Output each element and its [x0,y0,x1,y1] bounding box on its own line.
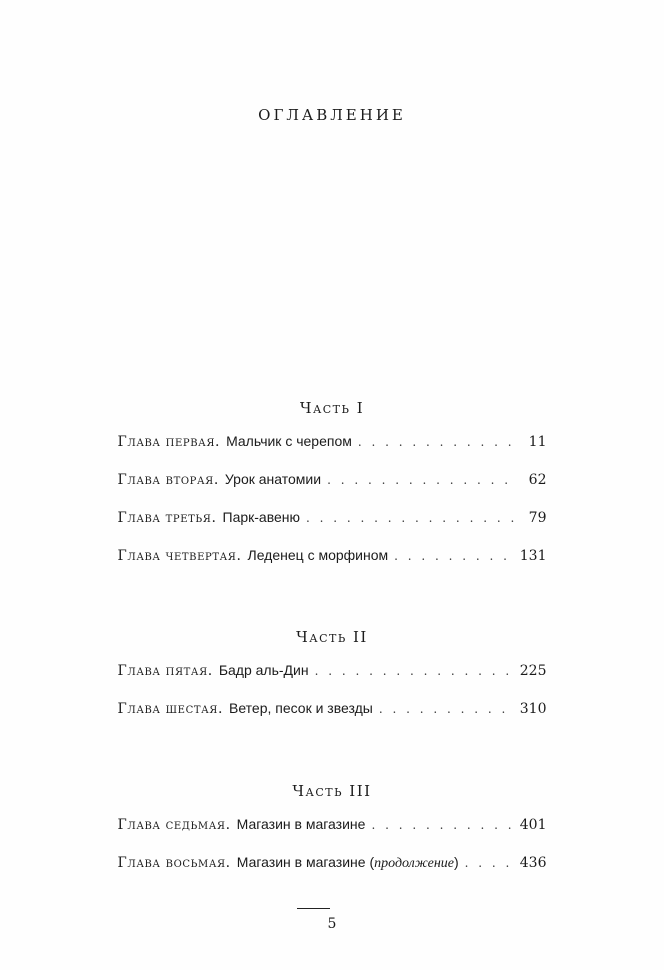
toc-entry[interactable] [118,469,547,507]
dot-leader [371,815,513,835]
chapter-title: Магазин в магазине [236,816,366,832]
page-number: 79 [528,510,547,526]
chapter-label: Глава пятая. [117,663,213,679]
part-section-1 [0,399,664,583]
table-of-contents-heading: ОГЛАВЛЕНИЕ [258,106,406,124]
dot-leader [394,546,514,566]
part-heading: Часть II [296,628,368,646]
page-number: 401 [519,817,547,833]
dot-leader [306,508,516,528]
chapter-label: Глава шестая. [117,701,223,717]
folio-divider [297,908,330,909]
dot-leader [358,432,517,452]
dot-leader [315,661,514,681]
toc-entry[interactable] [118,431,547,469]
chapter-title: Бадр аль-Дин [218,662,309,678]
toc-entry[interactable] [118,660,547,698]
part-heading: Часть I [299,399,365,417]
chapter-label: Глава вторая. [117,472,219,488]
chapter-title: Мальчик с черепом [226,433,352,449]
toc-entry[interactable] [118,814,547,852]
chapter-label: Глава восьмая. [117,855,231,871]
chapter-title: Леденец с морфином [247,547,389,563]
chapter-title: Парк-авеню [222,509,301,525]
chapter-label: Глава четвертая. [117,548,242,564]
toc-entry[interactable] [118,852,547,890]
dot-leader [465,853,514,873]
part-section-2 [0,628,664,736]
chapter-title-italic: продолжение [374,856,454,871]
dot-leader [379,699,514,719]
chapter-title: Магазин в магазине ( [236,854,375,870]
chapter-label: Глава первая. [117,434,221,450]
chapter-title-tail: ) [454,854,459,870]
page-number: 131 [519,548,547,564]
page-number: 436 [519,855,547,871]
page-number: 225 [519,663,547,679]
chapter-title: Урок анатомии [224,471,322,487]
part-section-3 [0,782,664,890]
page-number: 11 [528,434,547,450]
page-number: 310 [519,701,547,717]
toc-entry[interactable] [118,698,547,736]
dot-leader [327,470,516,490]
chapter-title: Ветер, песок и звезды [229,700,373,716]
page-folio: 5 [327,916,337,932]
toc-entry[interactable] [118,545,547,583]
chapter-label: Глава седьмая. [117,817,231,833]
page-number: 62 [528,472,547,488]
part-heading: Часть III [292,782,372,800]
toc-entry[interactable] [118,507,547,545]
chapter-label: Глава третья. [117,510,217,526]
